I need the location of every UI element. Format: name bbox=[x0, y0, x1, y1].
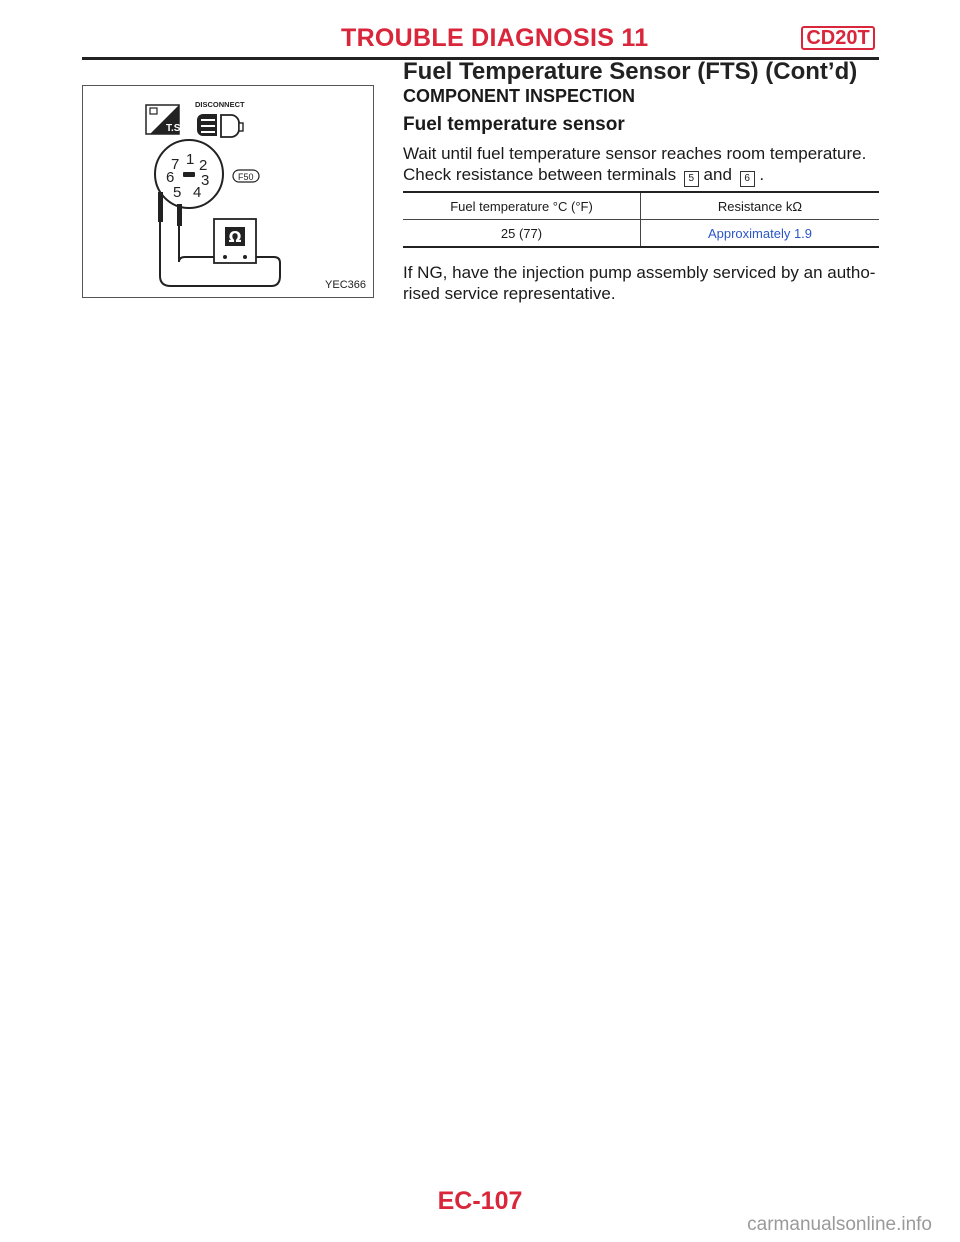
component-inspection-heading: COMPONENT INSPECTION bbox=[403, 86, 636, 106]
table-cell-temperature: 25 (77) bbox=[403, 220, 641, 248]
terminal-6-badge: 6 bbox=[740, 171, 755, 187]
inspection-figure bbox=[82, 85, 374, 298]
instruction-line-1: Wait until fuel temperature sensor reaches room temperature. bbox=[403, 144, 867, 163]
round-connector-f50 bbox=[155, 140, 223, 208]
note-line-1: If NG, have the injection pump assembly serviced by an autho- bbox=[403, 263, 876, 282]
ts-label: T.S. bbox=[166, 123, 184, 134]
pin-3: 3 bbox=[201, 172, 210, 189]
pin-1: 1 bbox=[186, 151, 195, 168]
table-header-row bbox=[403, 192, 879, 220]
connector-diagram bbox=[83, 86, 375, 299]
pin-4: 4 bbox=[193, 184, 202, 201]
connector-id-label: F50 bbox=[238, 172, 254, 182]
pin-6: 6 bbox=[166, 169, 175, 186]
figure-code: YEC366 bbox=[325, 279, 366, 291]
pin-7: 7 bbox=[171, 156, 180, 173]
instruction-and: and bbox=[703, 165, 732, 184]
table-row bbox=[403, 220, 879, 248]
engine-badge: CD20T bbox=[801, 26, 875, 50]
instruction-prefix: Check resistance between terminals bbox=[403, 165, 677, 184]
ts-icon bbox=[146, 105, 183, 134]
ohmmeter-icon bbox=[214, 219, 256, 263]
page-number: EC-107 bbox=[437, 1187, 523, 1215]
connector-id-badge bbox=[233, 170, 259, 182]
table-header-resistance: Resistance kΩ bbox=[641, 192, 880, 220]
disconnect-label: DISCONNECT bbox=[195, 100, 245, 109]
note-line-2: rised service representative. bbox=[403, 284, 616, 303]
pin-5: 5 bbox=[173, 184, 182, 201]
pin-2: 2 bbox=[199, 157, 208, 174]
fuel-temperature-sensor-heading: Fuel temperature sensor bbox=[403, 114, 625, 135]
terminal-5-badge: 5 bbox=[684, 171, 699, 187]
resistance-spec-table bbox=[403, 191, 879, 248]
table-cell-resistance: Approximately 1.9 bbox=[641, 220, 880, 248]
instruction-end: . bbox=[759, 165, 765, 184]
disconnect-connector-icon bbox=[197, 114, 243, 137]
instruction-line-2 bbox=[403, 164, 764, 187]
section-title: Fuel Temperature Sensor (FTS) (Cont’d) bbox=[403, 58, 858, 85]
watermark: carmanualsonline.info bbox=[747, 1214, 932, 1235]
ohm-symbol: Ω bbox=[228, 228, 242, 246]
table-header-temperature: Fuel temperature °C (°F) bbox=[403, 192, 641, 220]
header-title: TROUBLE DIAGNOSIS 11 bbox=[341, 24, 649, 52]
